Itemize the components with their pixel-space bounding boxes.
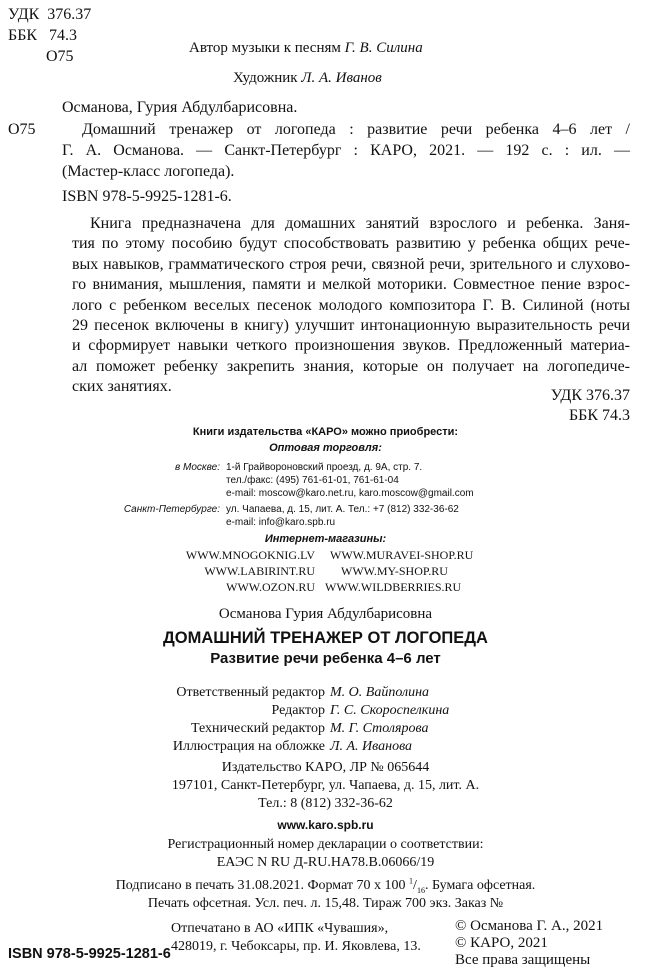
declaration-label: Регистрационный номер декларации о соответствии:: [167, 837, 484, 852]
moscow-label: в Москве:: [175, 462, 220, 473]
music-author-name: Г. В. Силина: [344, 40, 423, 56]
udk-right: УДК 376.37: [550, 387, 630, 404]
online-shop-link[interactable]: WWW.MNOGOKNIG.LV: [185, 548, 315, 562]
wholesale-title: Оптовая торговля:: [269, 442, 382, 454]
spb-email: e-mail: info@karo.spb.ru: [226, 517, 336, 528]
annotation-line: Книга предназначена для домашних занятий взрослого и ребенка. Заня-: [90, 215, 630, 232]
colophon-title: ДОМАШНИЙ ТРЕНАЖЕР ОТ ЛОГОПЕДА: [163, 629, 488, 647]
bibliographic-title-line: Домашний тренажер от логопеда : развитие речи ребенка 4–6 лет /: [82, 121, 630, 138]
bibliographic-isbn: ISBN 978-5-9925-1281-6.: [62, 188, 232, 205]
bibliographic-author: Османова, Гурия Абдулбарисовна.: [62, 99, 298, 116]
udk-code: УДК 376.37: [8, 6, 92, 23]
tech-editor-name: М. Г. Столярова: [330, 721, 429, 736]
annotation-line: ских занятиях.: [72, 378, 172, 396]
spb-address: ул. Чапаева, д. 15, лит. А. Тел.: +7 (812) 332-36-62: [226, 504, 459, 515]
print-signed-line: Подписано в печать 31.08.2021. Формат 70 х 100 $^1/_{16}$. Бумага офсетная.: [115, 876, 536, 895]
bibliographic-series-line: (Мастер-класс логопеда).: [62, 163, 235, 180]
responsible-editor-name: М. О. Вайполина: [330, 685, 430, 700]
print-run-line: Печать офсетная. Усл. печ. л. 15,48. Тираж 700 экз. Заказ №: [147, 896, 504, 911]
annotation-line: и сформирует навыки четкого произношения звуков. Предложенный материа-: [72, 337, 630, 355]
annotation-line: 29 песенок включены в книгу) улучшит интонационную выразительность речи: [72, 317, 630, 335]
publisher-website[interactable]: www.karo.spb.ru: [277, 818, 374, 832]
copyright-author: © Османова Г. А., 2021: [455, 918, 604, 934]
editor-label: Редактор: [271, 703, 325, 718]
footer-isbn: ISBN 978-5-9925-1281-6: [8, 946, 171, 962]
publisher-address: 197101, Санкт-Петербург, ул. Чапаева, д. 15, лит. А.: [171, 778, 480, 793]
moscow-phone: тел./факс: (495) 761-61-01, 761-61-04: [226, 475, 399, 486]
annotation-line: тия по этому пособию будут способствовать развитию у ребенка общих рече-: [72, 235, 630, 253]
bbk-code: ББК 74.3: [8, 27, 78, 44]
online-shop-link[interactable]: WWW.WILDBERRIES.RU: [325, 580, 462, 594]
music-author-line: Автор музыки к песням Г. В. Силина: [189, 40, 423, 56]
all-rights-reserved: Все права защищены: [455, 952, 591, 968]
moscow-address: 1-й Грайвороновский проезд, д. 9А, стр. 7.: [226, 462, 423, 473]
online-shop-link[interactable]: WWW.MY-SHOP.RU: [341, 564, 448, 578]
publisher-license: Издательство КАРО, ЛР № 065644: [221, 760, 430, 775]
tech-editor-label: Технический редактор: [190, 721, 325, 736]
online-shop-link[interactable]: WWW.LABIRINT.RU: [204, 564, 315, 578]
online-shops-title: Интернет-магазины:: [264, 533, 387, 545]
bibliographic-author-mark: О75: [8, 121, 36, 138]
cover-illustrator-name: Л. А. Иванова: [330, 739, 413, 754]
printed-by-line: Отпечатано в АО «ИПК «Чувашия»,: [171, 921, 389, 936]
printer-address-line: 428019, г. Чебоксары, пр. И. Яковлева, 13.: [171, 939, 421, 954]
online-shop-link[interactable]: WWW.OZON.RU: [226, 580, 315, 594]
author-mark-top: О75: [46, 48, 74, 65]
spb-label: Санкт-Петербурге:: [123, 504, 220, 515]
editor-name: Г. С. Скороспелкина: [330, 703, 450, 718]
publisher-phone: Тел.: 8 (812) 332-36-62: [258, 796, 393, 811]
annotation-line: вых навыков, грамматического строя речи, связной речи, зрительного и слухово-: [72, 255, 630, 273]
responsible-editor-label: Ответственный редактор: [176, 685, 325, 700]
bibliographic-imprint-line: Г. А. Османова. — Санкт-Петербург : КАРО, 2021. — 192 с. : ил. —: [62, 142, 630, 159]
colophon-author: Османова Гурия Абдулбарисовна: [218, 606, 433, 622]
bbk-right: ББК 74.3: [568, 407, 630, 424]
where-to-buy-title: Книги издательства «КАРО» можно приобрести:: [192, 426, 459, 438]
colophon-subtitle: Развитие речи ребенка 4–6 лет: [210, 650, 441, 667]
online-shop-link[interactable]: WWW.MURAVEI-SHOP.RU: [330, 548, 474, 562]
annotation-line: ал поможет ребенку закрепить знания, которые он получает на логопедиче-: [72, 357, 630, 375]
annotation-line: го внимания, мышления, памяти и мелкой моторики. Совместное пение взрос-: [72, 276, 630, 294]
annotation: [72, 214, 630, 398]
declaration-number: ЕАЭС N RU Д-RU.HA78.B.06066/19: [216, 855, 435, 870]
moscow-email: e-mail: moscow@karo.net.ru, karo.moscow@gmail.com: [226, 488, 474, 499]
artist-name: Л. А. Иванов: [301, 70, 382, 86]
cover-illustrator-label: Иллюстрация на обложке: [172, 739, 325, 754]
copyright-publisher: © КАРО, 2021: [455, 935, 548, 951]
artist-line: Художник Л. А. Иванов: [233, 70, 382, 86]
annotation-line: лого с ребенком веселых песенок молодого композитора Г. В. Силиной (ноты: [72, 296, 630, 314]
